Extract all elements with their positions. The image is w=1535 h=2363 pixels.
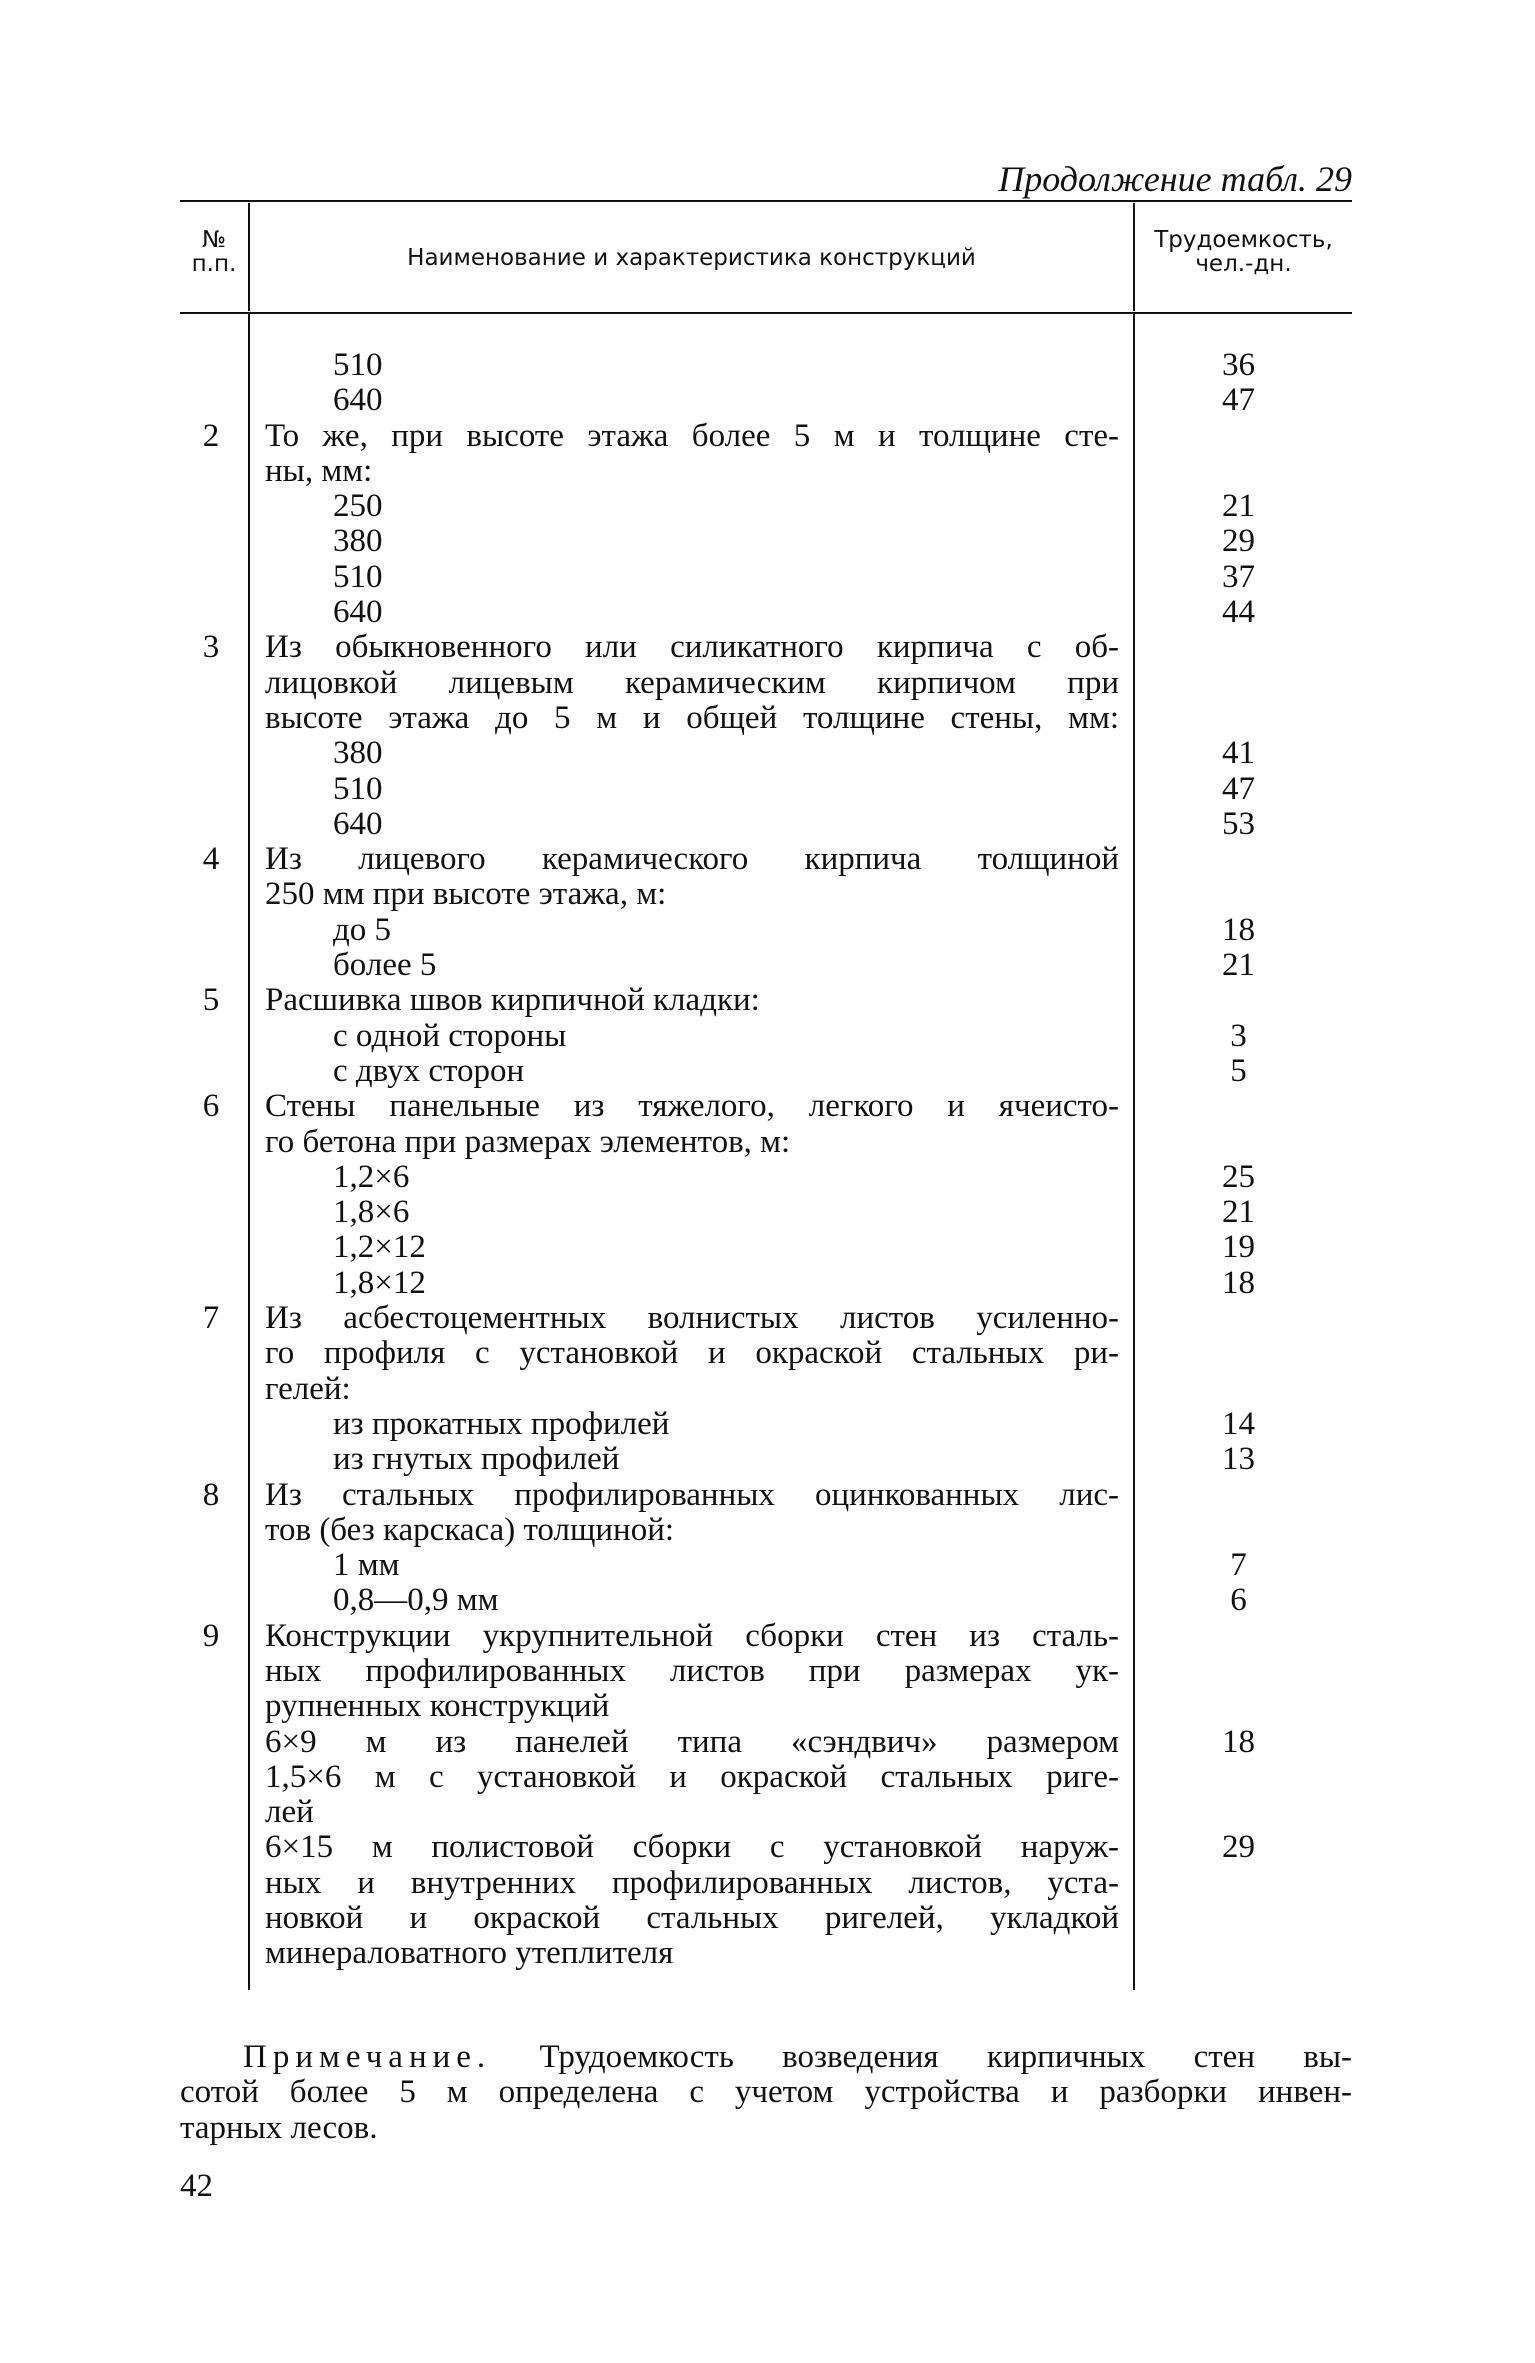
row-text: из прокатных профилей [333, 1405, 670, 1442]
note-label: Примечание. [243, 2039, 492, 2075]
row-text: 1,5×6 м с установкой и окраской стальных риге- [265, 1758, 1119, 1795]
row-value [1133, 1654, 1352, 1689]
table-row [180, 1266, 1352, 1301]
table-row [180, 1760, 1352, 1795]
row-value: 18 [1222, 1723, 1255, 1760]
table-row [180, 1725, 1352, 1760]
row-text: ны, мм: [265, 452, 373, 489]
row-number [180, 1125, 248, 1160]
row-text: рупненных конструкций [265, 1688, 610, 1725]
row-value: 3 [1230, 1017, 1247, 1054]
row-number: 8 [202, 1476, 220, 1513]
row-text: Из обыкновенного или силикатного кирпича с об- [265, 629, 1119, 666]
row-number [180, 1054, 248, 1089]
row-text: тов (без карскаса) толщиной: [265, 1511, 675, 1548]
row-value: 18 [1222, 911, 1255, 948]
row-value: 19 [1222, 1229, 1255, 1266]
table-row [180, 1936, 1352, 1971]
row-text: То же, при высоте этажа более 5 м и толщине сте- [265, 417, 1119, 454]
row-number [180, 595, 248, 630]
row-value [1133, 1866, 1352, 1901]
row-text: Стены панельные из тяжелого, легкого и ячеисто- [265, 1088, 1119, 1125]
note-line-1: Трудоемкость возведения кирпичных стен вы- [539, 2039, 1353, 2075]
row-number [180, 1442, 248, 1477]
row-value: 29 [1222, 1829, 1255, 1866]
table-row [180, 1830, 1352, 1865]
row-value [1133, 842, 1352, 877]
row-value [1133, 1478, 1352, 1513]
table-row [180, 1230, 1352, 1265]
row-text: до 5 [333, 911, 392, 948]
table-row [180, 1442, 1352, 1477]
row-text: лей [265, 1794, 314, 1831]
row-number [180, 877, 248, 912]
table-top-rule [180, 200, 1352, 202]
row-text: 640 [333, 382, 383, 419]
row-value: 47 [1222, 382, 1255, 419]
row-value [1133, 1619, 1352, 1654]
row-number [180, 1936, 248, 1971]
row-text: го профиля с установкой и окраской стальных ри- [265, 1335, 1119, 1372]
row-text: го бетона при размерах элементов, м: [265, 1123, 791, 1160]
row-number [180, 1230, 248, 1265]
row-text: минераловатного утеплителя [265, 1935, 674, 1972]
row-text: высоте этажа до 5 м и общей толщине стены, мм: [265, 699, 1119, 736]
note-line-3: тарных лесов. [180, 2109, 378, 2146]
table-row [180, 1654, 1352, 1689]
row-value [1133, 983, 1352, 1018]
row-value [1133, 1901, 1352, 1936]
row-text: 250 мм при высоте этажа, м: [265, 876, 667, 913]
row-value: 7 [1230, 1547, 1247, 1584]
row-number [180, 348, 248, 383]
row-text: 0,8—0,9 мм [333, 1582, 499, 1619]
table-row [180, 701, 1352, 736]
row-number [180, 1760, 248, 1795]
row-number: 2 [202, 417, 220, 454]
table-row [180, 1125, 1352, 1160]
table-row [180, 489, 1352, 524]
table-row [180, 948, 1352, 983]
row-value: 14 [1222, 1405, 1255, 1442]
table-row [180, 666, 1352, 701]
row-number: 4 [202, 841, 220, 878]
row-value [1133, 1301, 1352, 1336]
row-value: 44 [1222, 594, 1255, 631]
row-number [180, 1866, 248, 1901]
row-number [180, 1372, 248, 1407]
table-row [180, 1689, 1352, 1724]
row-value [1133, 1689, 1352, 1724]
row-text: 640 [333, 805, 383, 842]
table-row [180, 1160, 1352, 1195]
row-text: Конструкции укрупнительной сборки стен из сталь- [265, 1617, 1119, 1654]
row-number [180, 1407, 248, 1442]
row-value [1133, 701, 1352, 736]
row-number [180, 1336, 248, 1371]
row-number: 7 [202, 1300, 220, 1337]
row-value [1133, 1760, 1352, 1795]
row-text: Из стальных профилированных оцинкованных лис- [265, 1476, 1119, 1513]
row-value [1133, 1795, 1352, 1830]
table-row [180, 1195, 1352, 1230]
table-caption: Продолжение табл. 29 [998, 159, 1352, 199]
table-row [180, 630, 1352, 665]
row-text: 250 [333, 488, 383, 525]
row-text: 6×9 м из панелей типа «сэндвич» размером [265, 1723, 1119, 1760]
table-row [180, 1866, 1352, 1901]
row-value: 41 [1222, 735, 1255, 772]
note-line-2: сотой более 5 м определена с учетом устройства и разборки инвен- [180, 2074, 1352, 2111]
row-number [180, 701, 248, 736]
header-labor: Трудоемкость, чел.-дн. [1154, 227, 1333, 277]
row-value: 36 [1222, 347, 1255, 383]
row-value: 6 [1230, 1582, 1247, 1619]
row-number [180, 1689, 248, 1724]
row-text: гелей: [265, 1370, 351, 1407]
row-value [1133, 454, 1352, 489]
table-row [180, 1901, 1352, 1936]
footnote [180, 2040, 1352, 2146]
row-text: 640 [333, 594, 383, 631]
row-value: 21 [1222, 1194, 1255, 1231]
row-value: 29 [1222, 523, 1255, 560]
row-text: ных и внутренних профилированных листов, уста- [265, 1864, 1119, 1901]
row-value [1133, 419, 1352, 454]
row-number [180, 1195, 248, 1230]
row-value: 18 [1222, 1264, 1255, 1301]
table-row [180, 1407, 1352, 1442]
row-number: 9 [202, 1617, 220, 1654]
table-row [180, 1089, 1352, 1124]
row-number [180, 1583, 248, 1618]
row-number [180, 383, 248, 418]
row-text: Из лицевого керамического кирпича толщиной [265, 841, 1119, 878]
row-value [1133, 666, 1352, 701]
page-number: 42 [180, 2168, 213, 2204]
row-number [180, 666, 248, 701]
table-row [180, 1513, 1352, 1548]
table-row [180, 419, 1352, 454]
table-row [180, 736, 1352, 771]
table-row [180, 1478, 1352, 1513]
row-value [1133, 1513, 1352, 1548]
row-value [1133, 1089, 1352, 1124]
row-text: с одной стороны [333, 1017, 567, 1054]
row-value [1133, 877, 1352, 912]
row-number [180, 1654, 248, 1689]
table-row [180, 454, 1352, 489]
row-number [180, 1830, 248, 1865]
row-number: 6 [202, 1088, 220, 1125]
table-row [180, 1619, 1352, 1654]
row-value: 13 [1222, 1441, 1255, 1478]
row-value: 25 [1222, 1158, 1255, 1195]
row-number [180, 1160, 248, 1195]
table-row [180, 842, 1352, 877]
table-row [180, 524, 1352, 559]
row-number [180, 524, 248, 559]
table-row [180, 877, 1352, 912]
table-row [180, 1019, 1352, 1054]
row-text: более 5 [333, 947, 437, 984]
table-row [180, 913, 1352, 948]
header-name: Наименование и характеристика конструкций [407, 245, 976, 271]
row-text: 510 [333, 347, 383, 383]
table-row [180, 1548, 1352, 1583]
table-row [180, 348, 1352, 383]
row-text: Из асбестоцементных волнистых листов усиленно- [265, 1300, 1119, 1337]
table-row [180, 983, 1352, 1018]
row-text: 1,2×12 [333, 1229, 426, 1266]
row-text: Расшивка швов кирпичной кладки: [265, 982, 760, 1019]
row-value [1133, 1125, 1352, 1160]
table-row [180, 383, 1352, 418]
row-value: 37 [1222, 558, 1255, 595]
row-value: 47 [1222, 770, 1255, 807]
row-text: 1 мм [333, 1547, 400, 1584]
row-number [180, 913, 248, 948]
row-number [180, 807, 248, 842]
row-number [180, 1795, 248, 1830]
table-row [180, 1372, 1352, 1407]
row-text: 510 [333, 770, 383, 807]
row-number [180, 948, 248, 983]
row-text: 1,8×6 [333, 1194, 410, 1231]
row-text: ных профилированных листов при размерах ук- [265, 1652, 1119, 1689]
header-num: № п.п. [191, 227, 237, 277]
row-number: 5 [202, 982, 220, 1019]
row-text: 380 [333, 735, 383, 772]
table-row [180, 772, 1352, 807]
row-text: 380 [333, 523, 383, 560]
table-row [180, 807, 1352, 842]
row-value: 21 [1222, 947, 1255, 984]
row-value [1133, 1936, 1352, 1971]
row-number [180, 489, 248, 524]
row-value [1133, 630, 1352, 665]
table-row [180, 1054, 1352, 1089]
table-row [180, 560, 1352, 595]
row-number [180, 1901, 248, 1936]
table-row [180, 595, 1352, 630]
row-number: 3 [202, 629, 220, 666]
row-text: лицовкой лицевым керамическим кирпичом при [265, 664, 1119, 701]
row-number [180, 772, 248, 807]
row-text: 510 [333, 558, 383, 595]
row-text: 1,2×6 [333, 1158, 410, 1195]
row-number [180, 1725, 248, 1760]
table-row [180, 1301, 1352, 1336]
row-number [180, 1266, 248, 1301]
row-value: 21 [1222, 488, 1255, 525]
row-text: из гнутых профилей [333, 1441, 620, 1478]
table-row [180, 1795, 1352, 1830]
row-value [1133, 1336, 1352, 1371]
row-text: новкой и окраской стальных ригелей, укладкой [265, 1900, 1119, 1937]
table-body [180, 348, 1352, 1972]
row-number [180, 1019, 248, 1054]
row-number [180, 736, 248, 771]
row-number [180, 1513, 248, 1548]
header-bottom-rule [180, 312, 1352, 314]
table-row [180, 1336, 1352, 1371]
row-text: с двух сторон [333, 1052, 525, 1089]
row-number [180, 1548, 248, 1583]
row-value [1133, 1372, 1352, 1407]
row-text: 1,8×12 [333, 1264, 426, 1301]
row-text: 6×15 м полистовой сборки с установкой наруж- [265, 1829, 1119, 1866]
row-value: 5 [1230, 1052, 1247, 1089]
table-row [180, 1583, 1352, 1618]
row-value: 53 [1222, 805, 1255, 842]
row-number [180, 560, 248, 595]
row-number [180, 454, 248, 489]
